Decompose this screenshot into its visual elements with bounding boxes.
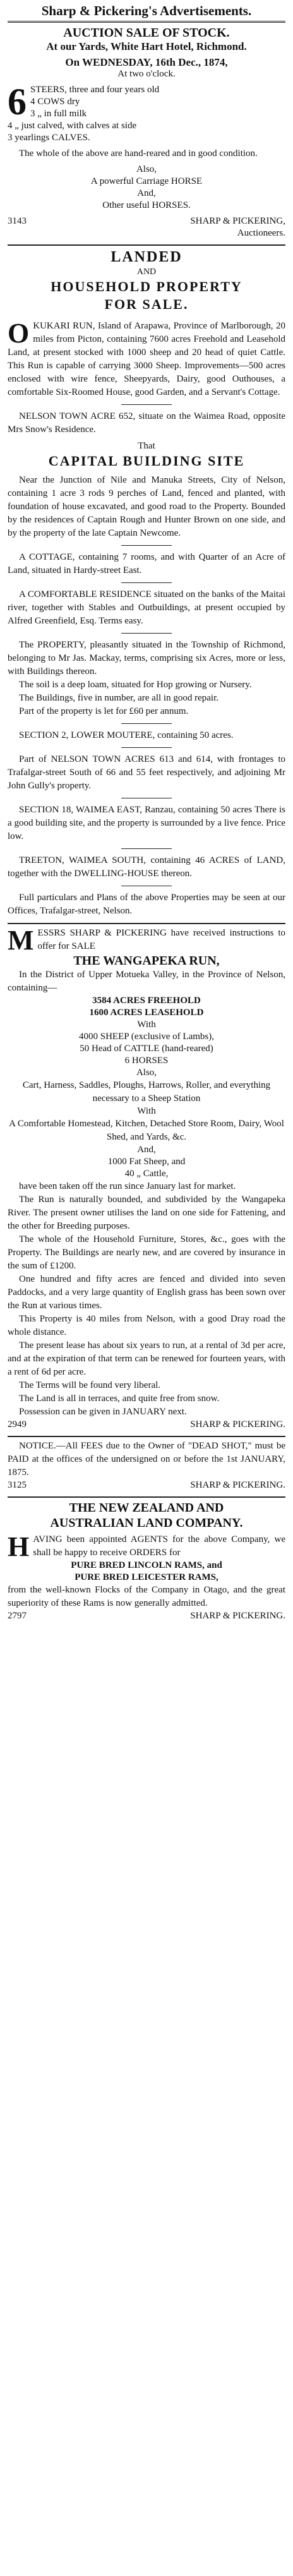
auction-signature: SHARP & PICKERING, <box>190 216 285 226</box>
auction-time: At two o'clock. <box>117 69 176 79</box>
household-text: The whole of the Household Furniture, Stores, &c., goes with the Property. The Buildings are nearly new, and are covered by insurance in the sum of £1200. <box>8 1234 285 1271</box>
capital-heading: CAPITAL BUILDING SITE <box>48 453 245 469</box>
landed-property-ad <box>8 248 285 918</box>
fifty-acres-text: One hundred and fifty acres are fenced and divided into seven Paddocks, and a very large quantity of English grass has been sown over the Run at various times. <box>8 1274 285 1311</box>
auction-date: On WEDNESDAY, 16th Dec., 1874, <box>65 56 228 68</box>
land-company-ad <box>8 1500 285 1622</box>
section2-text: SECTION 2, LOWER MOUTERE, containing 50 acres. <box>19 730 234 740</box>
cottage-text: A COTTAGE, containing 7 rooms, and with Quarter of an Acre of Land, situated in Hardy-street East. <box>8 552 285 575</box>
land-company-heading-2: AUSTRALIAN LAND COMPANY. <box>50 1516 243 1530</box>
wangapeka-dropcap: M <box>8 927 34 953</box>
short-rule <box>121 404 172 405</box>
auction-body: The whole of the above are hand-reared and in good condition. <box>19 148 258 159</box>
taken-text: have been taken off the run since January last for market. <box>19 1181 236 1191</box>
treeton-text: TREETON, WAIMEA SOUTH, containing 46 ACRES of LAND, together with the DWELLING-HOUSE thereon. <box>8 855 285 879</box>
ad-reference: 3143 <box>8 216 27 226</box>
carts-line: Cart, Harness, Saddles, Ploughs, Harrows, Roller, and everything necessary to a Sheep Station <box>22 1080 271 1104</box>
lease-text: The present lease has about six years to run, at a rental of 3d per acre, and at the expiration of that term can be renewed for fourteen years, with a rent of 6d per acre. <box>8 1340 285 1377</box>
okukari-text: KUKARI RUN, Island of Arapawa, Province of Marlborough, 20 miles from Picton, containing 7600 acres Freehold and Leasehold Land, at present stocked with 1000 sheep and 20 head of quiet Cattle. This Run is capable of carrying 3000 Sheep. Improvements—500 acres enclosed with wire fence, Sheepyards, Dairy, good Outhouses, a comfortable Six-Roomed House, good Garden, and a Servant's Cottage. <box>8 321 285 397</box>
with2-label: With <box>137 1106 156 1116</box>
auction-heading: AUCTION SALE OF STOCK. <box>63 26 230 40</box>
also-label: Also, <box>136 1068 157 1078</box>
auction-signature-role: Auctioneers. <box>237 228 285 238</box>
landed-heading-3: FOR SALE. <box>104 296 189 312</box>
full-particulars-text: Full particulars and Plans of the above Properties may be seen at our Offices, Trafalgar-street, Nelson. <box>8 893 285 916</box>
notice-ad <box>8 1440 285 1491</box>
wangapeka-signature: SHARP & PICKERING. <box>190 1419 285 1429</box>
property-text: The PROPERTY, pleasantly situated in the Township of Richmond, belonging to Mr Jas. Mackay, terms, comprising six Acres, more or less, with Buildings thereon. <box>8 640 285 677</box>
divider <box>8 21 285 23</box>
notice-text: NOTICE.—All FEES due to the Owner of "DEAD SHOT," must be PAID at the offices of the undersigned on or before the 1st JANUARY, 1875. <box>8 1441 285 1478</box>
wangapeka-run: THE WANGAPEKA RUN, <box>73 954 220 968</box>
fat-sheep-line: 1000 Fat Sheep, and <box>107 1157 186 1167</box>
wangapeka-ad <box>8 927 285 1431</box>
fat-cattle-line: 40 „ Cattle, <box>124 1169 169 1179</box>
terms-text: The Terms will be found very liberal. <box>19 1380 161 1390</box>
part-nelson-text: Part of NELSON TOWN ACRES 613 and 614, with frontages to Trafalgar-street South of 66 and 55 feet respectively, and adjoining Mr John Gully's property. <box>8 754 285 791</box>
divider <box>8 923 285 924</box>
auction-also: Also, <box>136 164 157 174</box>
land-company-dropcap: H <box>8 1533 30 1560</box>
short-rule <box>121 747 172 748</box>
that-label: That <box>138 441 155 451</box>
with-label: With <box>137 1020 156 1030</box>
divider <box>8 1436 285 1437</box>
lot-item: 3 „ in full milk <box>30 109 87 119</box>
lincoln-rams: PURE BRED LINCOLN RAMS, and <box>71 1560 222 1570</box>
auction-horse: A powerful Carriage HORSE <box>90 176 203 186</box>
acres-freehold: 3584 ACRES FREEHOLD <box>92 996 201 1006</box>
auction-venue: At our Yards, White Hart Hotel, Richmond. <box>46 40 247 52</box>
ad-reference: 3125 <box>8 1480 27 1490</box>
naturally-text: The Run is naturally bounded, and subdivided by the Wangapeka River. The present owner utilises the land on one side for Fattening, and the other for Breeding purposes. <box>8 1195 285 1231</box>
landed-heading-2: HOUSEHOLD PROPERTY <box>51 279 242 294</box>
soil-text: The soil is a deep loam, situated for Hop growing or Nursery. <box>19 680 252 690</box>
section18-text: SECTION 18, WAIMEA EAST, Ranzau, containing 50 acres There is a good building site, and the property is surrounded by a live fence. Price low. <box>8 805 285 841</box>
divider <box>8 1496 285 1498</box>
possession-text: Possession can be given in JANUARY next. <box>19 1407 187 1417</box>
notice-signature: SHARP & PICKERING. <box>190 1480 285 1490</box>
short-rule <box>121 633 172 634</box>
auction-other: Other useful HORSES. <box>102 200 191 210</box>
buildings-text: The Buildings, five in number, are all in good repair. <box>19 693 218 703</box>
ad-reference: 2797 <box>8 1611 27 1621</box>
auction-ad <box>8 25 285 239</box>
sheep-line: 4000 SHEEP (exclusive of Lambs), <box>79 1032 214 1042</box>
acres-leasehold: 1600 ACRES LEASEHOLD <box>89 1008 204 1018</box>
divider <box>8 244 285 246</box>
lot-item: STEERS, three and four years old <box>30 85 160 95</box>
titles-text: The Land is all in terraces, and quite free from snow. <box>19 1393 220 1404</box>
ad-reference: 2949 <box>8 1419 27 1429</box>
distance-text: This Property is 40 miles from Nelson, with a good Dray road the whole distance. <box>8 1314 285 1337</box>
short-rule <box>121 723 172 724</box>
land-company-body-2: from the well-known Flocks of the Company in Otago, and the great superiority of these Rams is now generally admitted. <box>8 1585 285 1608</box>
leicester-rams: PURE BRED LEICESTER RAMS, <box>75 1572 218 1582</box>
capital-body: Near the Junction of Nile and Manuka Streets, City of Nelson, containing 1 acre 3 rods 9 perches of Land, fenced and planted, with foundation of house excavated, and good road to the Property. Bounded by the residences of Captain Rough and Hunter Brown on one side, and by the property of the late Captain Newcome. <box>8 475 285 538</box>
short-rule <box>121 582 172 583</box>
lot-item: 4 COWS dry <box>30 97 80 107</box>
lots-number: 6 <box>8 84 27 123</box>
okukari-dropcap: O <box>8 320 30 349</box>
homestead-line: A Comfortable Homestead, Kitchen, Detached Store Room, Dairy, Wool Shed, and Yards, &c. <box>9 1119 284 1142</box>
wangapeka-district: In the District of Upper Motueka Valley, in the Province of Nelson, containing— <box>8 970 285 993</box>
wangapeka-intro: ESSRS SHARP & PICKERING have received instructions to offer for SALE <box>37 928 285 951</box>
short-rule <box>121 545 172 546</box>
cattle-line: 50 Head of CATTLE (hand-reared) <box>80 1044 213 1054</box>
land-company-heading: THE NEW ZEALAND AND <box>69 1501 224 1515</box>
comfortable-text: A COMFORTABLE RESIDENCE situated on the banks of the Maitai river, together with Stables and Outbuildings, at present occupied by Alfred Greenfield, Esq. Terms easy. <box>8 589 285 626</box>
lot-item: 4 „ just calved, with calves at side <box>8 121 137 131</box>
auction-and: And, <box>137 188 156 198</box>
land-company-signature: SHARP & PICKERING. <box>190 1611 285 1621</box>
horses-line: 6 HORSES <box>124 1056 169 1066</box>
nelson-acre: NELSON TOWN ACRE 652, situate on the Waimea Road, opposite Mrs Snow's Residence. <box>8 411 285 435</box>
landed-and: AND <box>136 267 157 277</box>
land-company-body: AVING been appointed AGENTS for the above Company, we shall be happy to receive ORDERS for <box>33 1534 285 1558</box>
auction-lots <box>8 84 285 144</box>
landed-heading: LANDED <box>111 249 182 265</box>
part-text: Part of the property is let for £60 per annum. <box>19 706 189 716</box>
advertisement-column <box>8 4 285 1627</box>
short-rule <box>121 848 172 849</box>
lot-item: 3 yearlings CALVES. <box>8 133 90 143</box>
and-label: And, <box>137 1145 156 1155</box>
masthead-title: Sharp & Pickering's Advertisements. <box>41 3 252 18</box>
